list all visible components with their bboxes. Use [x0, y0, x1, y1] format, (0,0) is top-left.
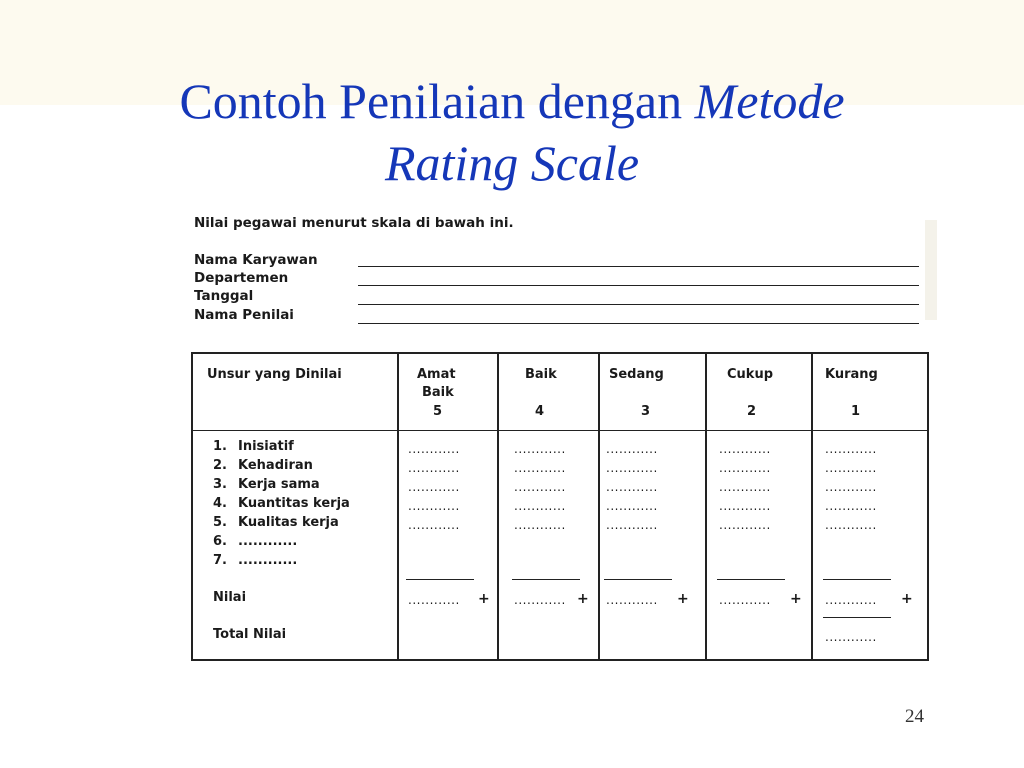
score-blank[interactable]: ............	[606, 499, 658, 513]
score-blank[interactable]: ............	[606, 480, 658, 494]
score-blank[interactable]: ............	[606, 518, 658, 532]
sum-line	[604, 579, 672, 580]
criterion-number: 7.	[213, 553, 227, 568]
criterion-name: Kehadiran	[238, 458, 313, 473]
score-blank[interactable]: ............	[408, 461, 460, 475]
sum-line	[406, 579, 474, 580]
title-italic-1: Metode	[694, 73, 845, 129]
criterion-number: 6.	[213, 534, 227, 549]
criterion-name: ............	[238, 534, 298, 549]
sum-line	[512, 579, 580, 580]
nilai-label: Nilai	[213, 590, 247, 605]
criterion-row	[213, 476, 320, 493]
scale-score-1: 1	[851, 404, 861, 419]
field-label-departemen: Departemen	[194, 270, 289, 286]
total-nilai-blank[interactable]: ............	[825, 630, 877, 644]
total-nilai-label: Total Nilai	[213, 627, 287, 642]
score-blank[interactable]: ............	[825, 461, 877, 475]
table-divider	[598, 352, 600, 661]
criterion-row	[213, 438, 294, 455]
criterion-name: Kerja sama	[238, 477, 320, 492]
criterion-row	[213, 533, 297, 550]
title-italic-2: Rating Scale	[384, 135, 640, 191]
score-blank[interactable]: ............	[825, 480, 877, 494]
scale-label-amat: Amat	[417, 367, 456, 382]
nilai-blank[interactable]: ............	[408, 593, 460, 607]
score-blank[interactable]: ............	[408, 518, 460, 532]
criterion-number: 1.	[213, 439, 227, 454]
field-line-nama-penilai[interactable]	[358, 323, 919, 324]
field-line-departemen[interactable]	[358, 285, 919, 286]
score-blank[interactable]: ............	[606, 442, 658, 456]
scale-score-4: 4	[535, 404, 545, 419]
score-blank[interactable]: ............	[408, 499, 460, 513]
scale-label-cukup: Cukup	[727, 367, 774, 382]
plus-sign: +	[677, 591, 689, 607]
score-blank[interactable]: ............	[825, 442, 877, 456]
score-blank[interactable]: ............	[514, 480, 566, 494]
score-blank[interactable]: ............	[514, 461, 566, 475]
table-divider	[811, 352, 813, 661]
table-divider	[497, 352, 499, 661]
field-label-tanggal: Tanggal	[194, 288, 254, 304]
total-sum-line	[823, 617, 891, 618]
score-blank[interactable]: ............	[408, 442, 460, 456]
score-blank[interactable]: ............	[514, 518, 566, 532]
sheet-edge	[925, 220, 937, 320]
nilai-blank[interactable]: ............	[606, 593, 658, 607]
nilai-blank[interactable]: ............	[514, 593, 566, 607]
criteria-header: Unsur yang Dinilai	[207, 367, 342, 382]
criterion-row	[213, 495, 350, 512]
field-line-tanggal[interactable]	[358, 304, 919, 305]
criterion-name: Kuantitas kerja	[238, 496, 350, 511]
score-blank[interactable]: ............	[825, 499, 877, 513]
scale-label-baik: Baik	[525, 367, 557, 382]
criterion-number: 5.	[213, 515, 227, 530]
plus-sign: +	[478, 591, 490, 607]
score-blank[interactable]: ............	[825, 518, 877, 532]
score-blank[interactable]: ............	[719, 480, 771, 494]
criterion-number: 2.	[213, 458, 227, 473]
score-blank[interactable]: ............	[514, 442, 566, 456]
scale-score-3: 3	[641, 404, 651, 419]
scale-label-baik-2: Baik	[422, 385, 454, 400]
table-divider	[397, 352, 399, 661]
score-blank[interactable]: ............	[719, 442, 771, 456]
score-blank[interactable]: ............	[606, 461, 658, 475]
field-line-nama-karyawan[interactable]	[358, 266, 919, 267]
nilai-blank[interactable]: ............	[719, 593, 771, 607]
scale-score-5: 5	[433, 404, 443, 419]
plus-sign: +	[790, 591, 802, 607]
criterion-number: 4.	[213, 496, 227, 511]
criterion-number: 3.	[213, 477, 227, 492]
nilai-blank[interactable]: ............	[825, 593, 877, 607]
field-label-nama-penilai: Nama Penilai	[194, 307, 294, 323]
criterion-name: Kualitas kerja	[238, 515, 339, 530]
title-plain: Contoh Penilaian dengan	[179, 73, 683, 129]
table-header-divider	[191, 430, 929, 431]
form-instruction: Nilai pegawai menurut skala di bawah ini.	[194, 215, 514, 231]
field-label-nama-karyawan: Nama Karyawan	[194, 252, 318, 268]
score-blank[interactable]: ............	[719, 518, 771, 532]
slide-title	[0, 70, 1024, 194]
score-blank[interactable]: ............	[719, 461, 771, 475]
scale-label-sedang: Sedang	[609, 367, 664, 382]
criterion-row	[213, 457, 313, 474]
criterion-row	[213, 514, 339, 531]
sum-line	[717, 579, 785, 580]
score-blank[interactable]: ............	[719, 499, 771, 513]
sum-line	[823, 579, 891, 580]
page-number: 24	[905, 706, 924, 727]
plus-sign: +	[577, 591, 589, 607]
criterion-name: ............	[238, 553, 298, 568]
score-blank[interactable]: ............	[514, 499, 566, 513]
criterion-row	[213, 552, 297, 569]
scale-score-2: 2	[747, 404, 757, 419]
score-blank[interactable]: ............	[408, 480, 460, 494]
criterion-name: Inisiatif	[238, 439, 294, 454]
scale-label-kurang: Kurang	[825, 367, 878, 382]
table-divider	[705, 352, 707, 661]
plus-sign: +	[901, 591, 913, 607]
